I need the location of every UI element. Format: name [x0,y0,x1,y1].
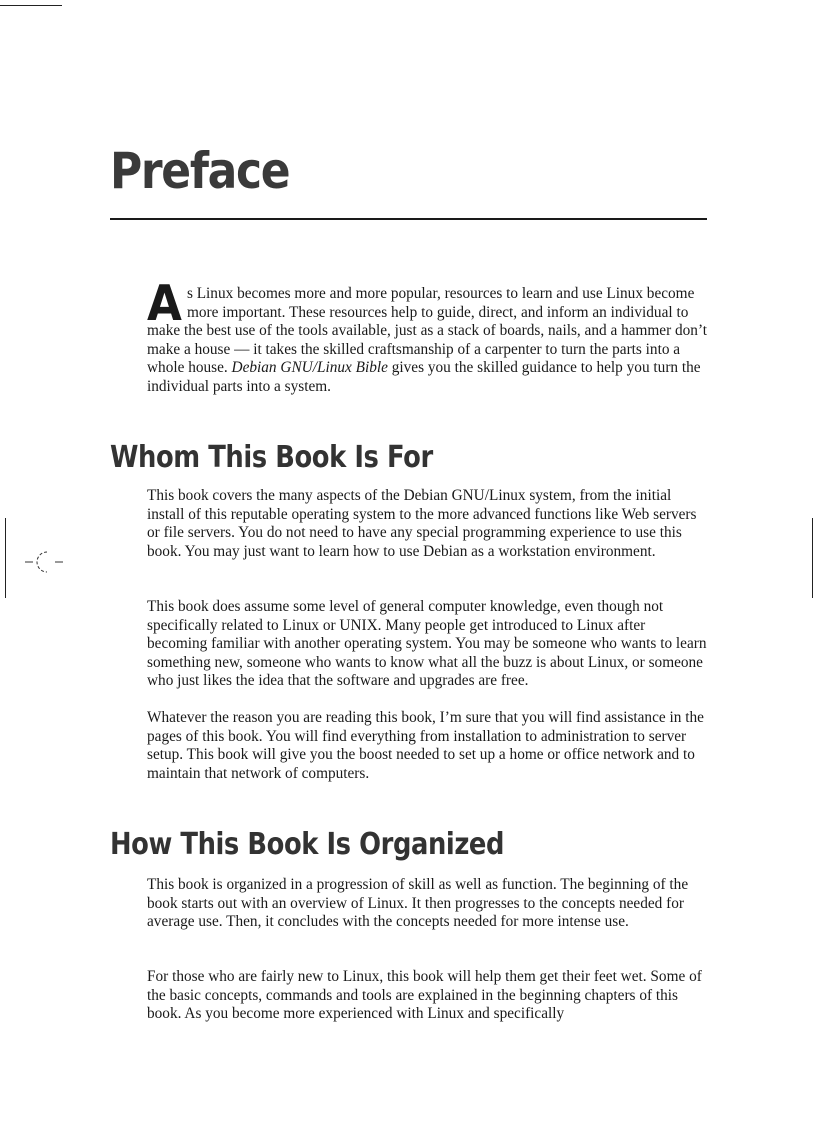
audience-paragraph-3: Whatever the reason you are reading this book, I’m sure that you will find assistance in the pages of this book. You will find everything from installation to administration to server setup. This book will give you the boost needed to set up a home or office network and to maintain that network of computers. [147,709,704,782]
organization-paragraph-1: This book is organized in a progression of skill as well as function. The beginning of the book starts out with an overview of Linux. It then progresses to the concepts needed for average use. Then, it concludes with the concepts needed for more intense use. [147,876,689,930]
intro-text: s Linux becomes more and more popular, resources to learn and use Linux become more important. These resources help to guide, direct, and inform an individual to make the best use of the tools available, just as a stack of boards, nails, and a hammer don’t make a house — it takes the skilled craftsmanship of a carpenter to turn the parts into a whole house. [147,285,708,376]
organization-paragraph-2: For those who are fairly new to Linux, this book will help them get their feet wet. Some of the basic concepts, commands and tools are explained in the beginning chapters of this book. As you become more experienced with Linux and specifically [147,968,702,1022]
audience-paragraph-2: This book does assume some level of general computer knowledge, even though not specifically related to Linux or UNIX. Many people get introduced to Linux after becoming familiar with another operating system. You may be someone who wants to learn something new, someone who wants to know what all the buzz is about Linux, or someone who just likes the idea that the software and upgrades are free. [147,598,707,689]
crop-mark-left [5,518,6,598]
crop-mark-top [0,5,62,6]
title-rule [110,218,707,220]
section-heading-audience: Whom This Book Is For [110,440,433,475]
section-heading-organization: How This Book Is Organized [110,827,505,862]
registration-mark-icon [25,547,65,577]
intro-paragraph [147,275,709,396]
book-title: Debian GNU/Linux Bible [231,359,388,376]
intro-text-end: gives you the skilled guidance to help you turn the individual parts into a system. [147,359,701,395]
drop-cap: A [147,275,182,332]
page-title: Preface [110,142,290,200]
crop-mark-right [812,518,813,598]
audience-paragraph-1: This book covers the many aspects of the Debian GNU/Linux system, from the initial install of this reputable operating system to the more advanced functions like Web servers or file servers. You do not need to have any special programming experience to use this book. You may just want to learn how to use Debian as a workstation environment. [147,487,697,560]
